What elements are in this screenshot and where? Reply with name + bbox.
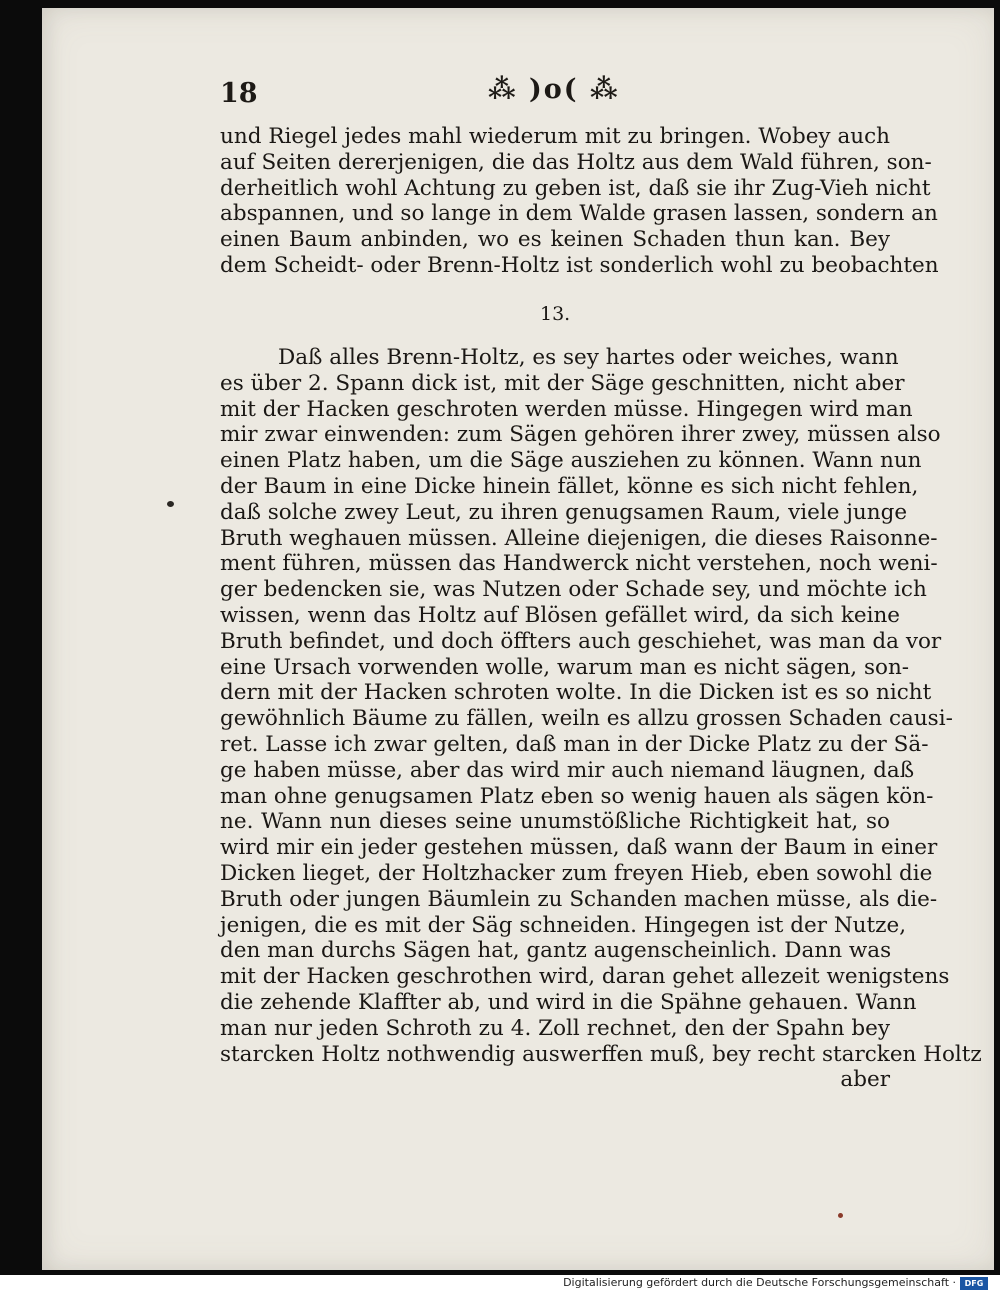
text-line: einen Baum anbinden, wo es keinen Schaden thun kan. Bey	[220, 227, 890, 253]
text-line: man ohne genugsamen Platz eben so wenig hauen als sägen kön-	[220, 783, 934, 809]
text-line: eine Ursach vorwenden wolle, warum man es nicht sägen, son-	[220, 654, 910, 680]
text-line: Bruth weghauen müssen. Alleine diejenigen, die dieses Raisonne-	[220, 525, 938, 551]
dfg-logo: DFG	[960, 1277, 988, 1290]
text-line: Bruth befindet, und doch öffters auch geschiehet, was man da vor	[220, 628, 942, 654]
section-number: 13.	[540, 303, 571, 325]
text-line: dem Scheidt- oder Brenn-Holtz ist sonderlich wohl zu beobachten	[220, 252, 939, 278]
text-line: auf Seiten dererjenigen, die das Holtz aus dem Wald führen, son-	[220, 149, 932, 175]
text-line: ret. Lasse ich zwar gelten, daß man in der Dicke Platz zu der Sä-	[220, 731, 929, 757]
text-line: ment führen, müssen das Handwerck nicht verstehen, noch weni-	[220, 551, 938, 577]
paragraph-continued	[220, 124, 939, 279]
text-line: mit der Hacken geschrothen wird, daran gehet allezeit wenigstens	[220, 964, 950, 990]
catchword: aber	[840, 1067, 890, 1093]
text-line: Bruth oder jungen Bäumlein zu Schanden machen müsse, als die-	[220, 886, 938, 912]
header-ornament: ⁂ )o( ⁂	[488, 74, 620, 105]
text-line: und Riegel jedes mahl wiederum mit zu bringen. Wobey auch	[220, 124, 890, 149]
text-line: es über 2. Spann dick ist, mit der Säge geschnitten, nicht aber	[220, 370, 905, 396]
text-line: ne. Wann nun dieses seine unumstößliche Richtigkeit hat, so	[220, 809, 890, 835]
text-line: starcken Holtz nothwendig auswerffen muß, bey recht starcken Holtz	[220, 1041, 982, 1067]
paragraph-section-13	[220, 345, 982, 1093]
text-line: den man durchs Sägen hat, gantz augenscheinlich. Dann was	[220, 938, 892, 964]
text-line: einen Platz haben, um die Säge ausziehen zu können. Wann nun	[220, 448, 922, 474]
text-line: mir zwar einwenden: zum Sägen gehören ihrer zwey, müssen also	[220, 422, 941, 448]
text-line: jenigen, die es mit der Säg schneiden. Hingegen ist der Nutze,	[220, 912, 907, 938]
text-line: wird mir ein jeder gestehen müssen, daß wann der Baum in einer	[220, 835, 938, 861]
page-header	[220, 74, 690, 114]
text-line: gewöhnlich Bäume zu fällen, weiln es allzu grossen Schaden causi-	[220, 706, 953, 732]
text-line: derheitlich wohl Achtung zu geben ist, daß sie ihr Zug-Vieh nicht	[220, 175, 931, 201]
text-line: mit der Hacken geschroten werden müsse. Hingegen wird man	[220, 396, 913, 422]
funding-credit: Digitalisierung gefördert durch die Deutsche Forschungsgemeinschaft ·	[563, 1276, 956, 1289]
text-line: ge haben müsse, aber das wird mir auch niemand läugnen, daß	[220, 757, 915, 783]
paper-speck	[167, 501, 174, 507]
footer-bar	[0, 1275, 1000, 1293]
text-line: wissen, wenn das Holtz auf Blösen gefället wird, da sich keine	[220, 602, 901, 628]
text-line: man nur jeden Schroth zu 4. Zoll rechnet, den der Spahn bey	[220, 1015, 890, 1041]
text-line: ger bedencken sie, was Nutzen oder Schade sey, und möchte ich	[220, 577, 927, 603]
text-line: Dicken lieget, der Holtzhacker zum freyen Hieb, eben sowohl die	[220, 860, 933, 886]
text-line: daß solche zwey Leut, zu ihren genugsamen Raum, viele junge	[220, 499, 908, 525]
text-line: abspannen, und so lange in dem Walde grasen lassen, sondern an	[220, 201, 938, 227]
text-line: dern mit der Hacken schroten wolte. In die Dicken ist es so nicht	[220, 680, 932, 706]
text-line: die zehende Klaffter ab, und wird in die Spähne gehauen. Wann	[220, 989, 917, 1015]
page-number: 18	[220, 78, 258, 109]
paper-speck	[838, 1213, 843, 1218]
text-line: Daß alles Brenn-Holtz, es sey hartes oder weiches, wann	[278, 345, 899, 370]
text-line: der Baum in eine Dicke hinein fället, könne es sich nicht fehlen,	[220, 473, 919, 499]
